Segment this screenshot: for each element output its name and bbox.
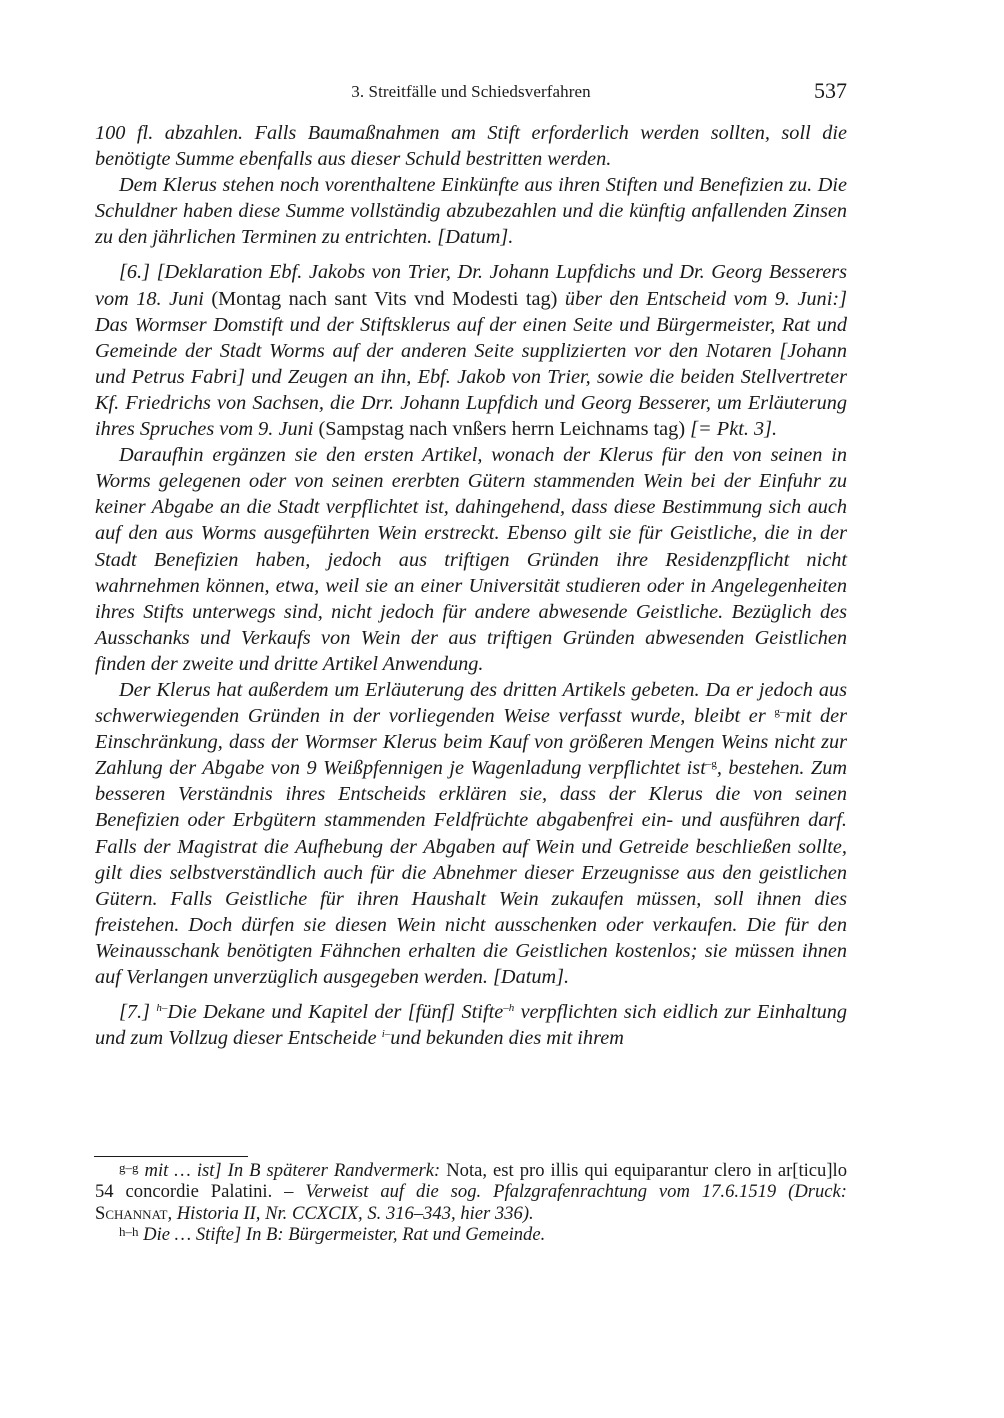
section-6-heading: [6.] [Deklaration Ebf. Jakobs von Trier, Dr. Johann Lupfdichs und Dr. Georg Besserers vom 18. Juni: [95, 261, 847, 310]
paragraph-erster-artikel: Daraufhin ergänzen sie den ersten Artikel, wonach der Klerus für den von seinen in Worms gelegenen oder von seinen ererbten Gütern stammenden Wein bei der Einfuhr zu keiner Abgabe an die Stadt verpflichtet ist, dahingehend, dass diese Bestimmung sich auch auf den aus Worms ausgeführten Wein erstreckt. Ebenso gilt sie für Geistliche, die in der Stadt Benefizien haben, jedoch aus triftigen Gründen ihre Residenzpflicht nicht wahrnehmen können, etwa, weil sie an einer Universität studieren oder in Angelegenheiten ihres Stifts unterwegs sind, nicht jedoch für andere abwesende Geistliche. Bezüglich des Ausschanks und Verkaufs von Wein der aus triftigen Gründen abwesenden Geistlichen finden der zweite und dritte Artikel Anwendung.: [95, 444, 847, 675]
paragraph-section-7: [95, 999, 847, 1051]
paragraph-dritter-artikel: [95, 677, 847, 990]
footnote-mark-g-open[interactable]: g–: [774, 706, 786, 719]
footnote-mark-h-close[interactable]: –h: [503, 1002, 515, 1015]
text-part-2: verpflichten sich eidlich zur Einhaltung und zum Vollzug dieser Entscheide: [95, 1001, 847, 1050]
footnote-g: [95, 1160, 847, 1224]
footnote-mark-i-open[interactable]: i–: [381, 1028, 391, 1041]
section-6-text: über den Entscheid vom 9. Juni:] Das Wormser Domstift und der Stiftsklerus auf der einen Seite und Bürgermeister, Rat und Gemeinde der Stadt Worms auf der anderen Seite supplizierten vor den Notaren [Johann und Petrus Fabri] und Zeugen an ihn, Ebf. Jakob von Trier, sowie die beiden Stellvertreter Kf. Friedrichs von Sachsen, die Drr. Johann Lupfdich und Georg Besserer, um Erläuterung ihres Spruches vom 9. Juni: [95, 287, 847, 441]
cross-reference: [= Pkt. 3].: [690, 418, 778, 441]
text-part-2: mit der Einschränkung, dass der Wormser Klerus beim Kauf von größeren Mengen Weins nicht zur Zahlung der Abgabe von 9 Weißpfennigen je Wagenladung verpflichtet ist: [95, 705, 847, 780]
footnote-quote: Nota, est pro illis qui equiparantur clero in ar[ticu]lo 54 concordie Palatini. –: [95, 1160, 847, 1203]
text-part-3: und bekunden dies mit ihrem: [390, 1027, 624, 1050]
section-7-number: [7.]: [119, 1001, 157, 1024]
footnote-mark-g-close[interactable]: –g: [705, 758, 717, 771]
footnotes: [95, 1160, 847, 1246]
text-part-1: Die Dekane und Kapitel der [fünf] Stifte: [167, 1001, 504, 1024]
paragraph-section-6: [95, 259, 847, 442]
date-quote-1: (Montag nach sant Vits vnd Modesti tag): [203, 287, 565, 310]
paragraph-klerus-einkuenfte: Dem Klerus stehen noch vorenthaltene Einkünfte aus ihren Stiften und Benefizien zu. Die Schuldner haben diese Summe vollständig abzubezahlen und die künftig anfallenden Zinsen zu den jährlichen Terminen zu entrichten. [Datum].: [95, 174, 847, 249]
page-number: 537: [814, 78, 847, 103]
footnote-comment: Verweist auf die sog. Pfalzgrafenrachtung vom 17.6.1519 (Druck:: [305, 1181, 847, 1203]
footnote-author: Schannat: [95, 1202, 168, 1224]
footnote-lemma: Die … Stifte] In B: Bürgermeister, Rat und Gemeinde.: [138, 1224, 546, 1246]
page-header: [95, 78, 847, 108]
footnote-h: [95, 1224, 847, 1245]
text-part-3: , bestehen. Zum besseren Verständnis ihres Entscheids erklären sie, dass der Klerus die von seinen Benefizien oder Erbgütern stammenden Feldfrüchte abgabenfrei ein- und ausführen darf. Falls der Magistrat die Aufhebung der Abgaben auf Wein und Getreide beschließen sollte, gilt dies selbstverständlich auch für die Abnehmer dieser Erzeugnisse aus den geistlichen Gütern. Falls Geistliche für ihren Haushalt Wein zukaufen müssen, soll ihnen dies freistehen. Doch dürfen sie diesen Wein nicht ausschenken oder verkaufen. Die für den Weinausschank benötigten Fähnchen erhalten die Geistlichen kostenlos; sie müssen ihnen auf Verlangen unverzüglich ausgegeben werden. [Datum].: [95, 757, 847, 988]
text-part-1: Der Klerus hat außerdem um Erläuterung des dritten Artikels gebeten. Da er jedoch aus schwerwiegenden Gründen in der vorliegenden Weise verfasst wurde, bleibt er: [95, 678, 847, 728]
footnote-mark: g–g: [119, 1160, 139, 1175]
date-quote-2: (Sampstag nach vnßers herrn Leichnams tag): [313, 418, 691, 441]
footnote-mark: h–h: [119, 1224, 139, 1240]
running-head: 3. Streitfälle und Schiedsverfahren: [351, 82, 591, 101]
footnote-lemma: mit … ist] In B späterer Randvermerk:: [138, 1160, 441, 1181]
footnote-mark-h-open[interactable]: h–: [156, 1002, 168, 1015]
footnote-divider: [94, 1156, 248, 1157]
footnote-citation: , Historia II, Nr. CCXCIX, S. 316–343, hier 336).: [167, 1202, 534, 1224]
paragraph-continuation: 100 fl. abzahlen. Falls Baumaßnahmen am Stift erforderlich werden sollten, soll die benötigte Summe ebenfalls aus dieser Schuld bestritten werden.: [95, 122, 847, 171]
main-text: [95, 120, 847, 1051]
